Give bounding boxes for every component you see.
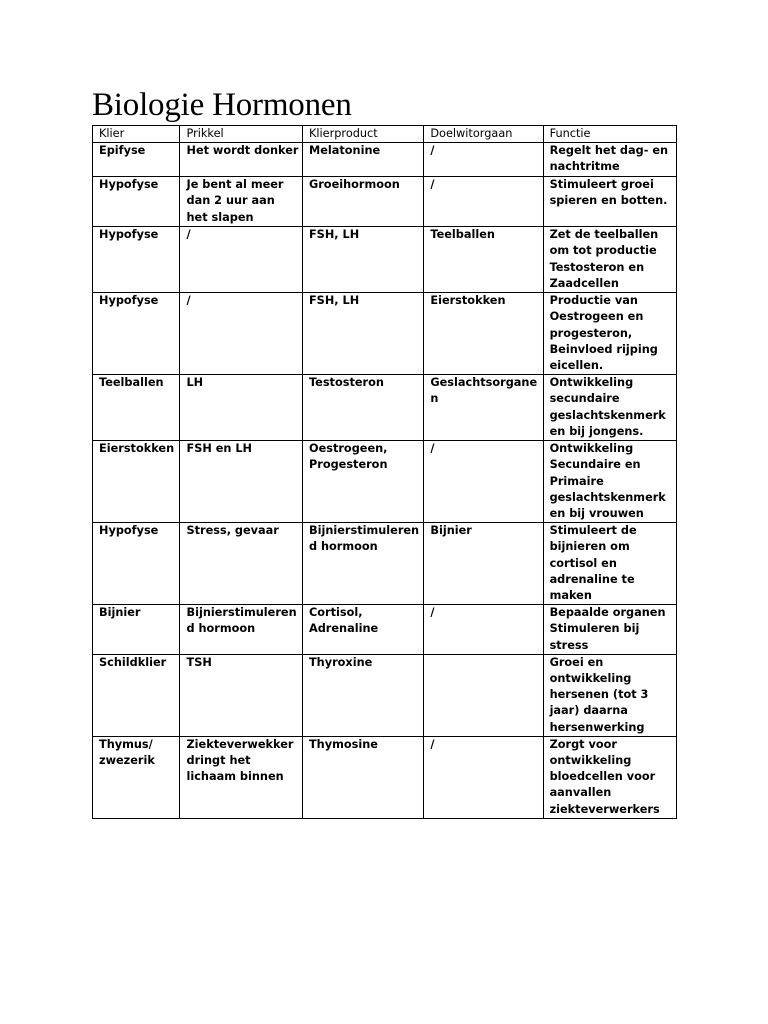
cell-functie: Ontwikkeling Secundaire en Primaire geslachtskenmerken bij vrouwen (543, 441, 676, 523)
cell-klier: Hypofyse (93, 523, 180, 605)
cell-doelwitorgaan: Eierstokken (424, 293, 543, 375)
cell-functie: Ontwikkeling secundaire geslachtskenmerken bij jongens. (543, 375, 676, 441)
cell-doelwitorgaan: Geslachtsorganen (424, 375, 543, 441)
table-header-row (93, 126, 677, 143)
cell-functie: Zet de teelballen om tot productie Testosteron en Zaadcellen (543, 227, 676, 293)
table-row (93, 654, 677, 736)
cell-klierproduct: Groeihormoon (302, 177, 423, 227)
header-klier: Klier (93, 126, 180, 143)
cell-doelwitorgaan: / (424, 605, 543, 655)
cell-klier: Schildklier (93, 654, 180, 736)
header-functie: Functie (543, 126, 676, 143)
cell-functie: Regelt het dag- en nachtritme (543, 143, 676, 177)
cell-klierproduct: FSH, LH (302, 227, 423, 293)
cell-doelwitorgaan: / (424, 441, 543, 523)
header-doelwitorgaan: Doelwitorgaan (424, 126, 543, 143)
cell-prikkel: TSH (180, 654, 302, 736)
cell-doelwitorgaan: / (424, 143, 543, 177)
cell-doelwitorgaan: / (424, 177, 543, 227)
cell-prikkel: Je bent al meer dan 2 uur aan het slapen (180, 177, 302, 227)
cell-klierproduct: Cortisol, Adrenaline (302, 605, 423, 655)
cell-klierproduct: Bijnierstimulerend hormoon (302, 523, 423, 605)
cell-klier: Hypofyse (93, 177, 180, 227)
document-title: Biologie Hormonen (92, 87, 352, 123)
cell-prikkel: Stress, gevaar (180, 523, 302, 605)
cell-klier: Bijnier (93, 605, 180, 655)
cell-klier: Hypofyse (93, 293, 180, 375)
table-row (93, 143, 677, 177)
table-row (93, 605, 677, 655)
table-row (93, 293, 677, 375)
header-prikkel: Prikkel (180, 126, 302, 143)
cell-klierproduct: Testosteron (302, 375, 423, 441)
cell-klier: Teelballen (93, 375, 180, 441)
cell-functie: Productie van Oestrogeen en progesteron, Beinvloed rijping eicellen. (543, 293, 676, 375)
table-row (93, 375, 677, 441)
cell-klier: Hypofyse (93, 227, 180, 293)
cell-doelwitorgaan (424, 654, 543, 736)
cell-doelwitorgaan: / (424, 736, 543, 818)
cell-doelwitorgaan: Bijnier (424, 523, 543, 605)
cell-prikkel: LH (180, 375, 302, 441)
cell-functie: Stimuleert de bijnieren om cortisol en adrenaline te maken (543, 523, 676, 605)
header-klierproduct: Klierproduct (302, 126, 423, 143)
cell-klier: Epifyse (93, 143, 180, 177)
table-row (93, 523, 677, 605)
cell-klier: Thymus/ zwezerik (93, 736, 180, 818)
cell-functie: Bepaalde organen Stimuleren bij stress (543, 605, 676, 655)
cell-doelwitorgaan: Teelballen (424, 227, 543, 293)
cell-prikkel: / (180, 293, 302, 375)
hormones-table (92, 125, 677, 819)
cell-prikkel: Ziekteverwekker dringt het lichaam binnen (180, 736, 302, 818)
cell-klierproduct: Oestrogeen, Progesteron (302, 441, 423, 523)
cell-functie: Groei en ontwikkeling hersenen (tot 3 jaar) daarna hersenwerking (543, 654, 676, 736)
cell-prikkel: Bijnierstimulerend hormoon (180, 605, 302, 655)
table-row (93, 177, 677, 227)
cell-prikkel: FSH en LH (180, 441, 302, 523)
cell-prikkel: / (180, 227, 302, 293)
cell-klierproduct: FSH, LH (302, 293, 423, 375)
table-row (93, 227, 677, 293)
table-row (93, 736, 677, 818)
cell-klierproduct: Thyroxine (302, 654, 423, 736)
table-row (93, 441, 677, 523)
cell-prikkel: Het wordt donker (180, 143, 302, 177)
cell-klier: Eierstokken (93, 441, 180, 523)
cell-klierproduct: Thymosine (302, 736, 423, 818)
cell-functie: Stimuleert groei spieren en botten. (543, 177, 676, 227)
cell-klierproduct: Melatonine (302, 143, 423, 177)
cell-functie: Zorgt voor ontwikkeling bloedcellen voor aanvallen ziekteverwerkers (543, 736, 676, 818)
